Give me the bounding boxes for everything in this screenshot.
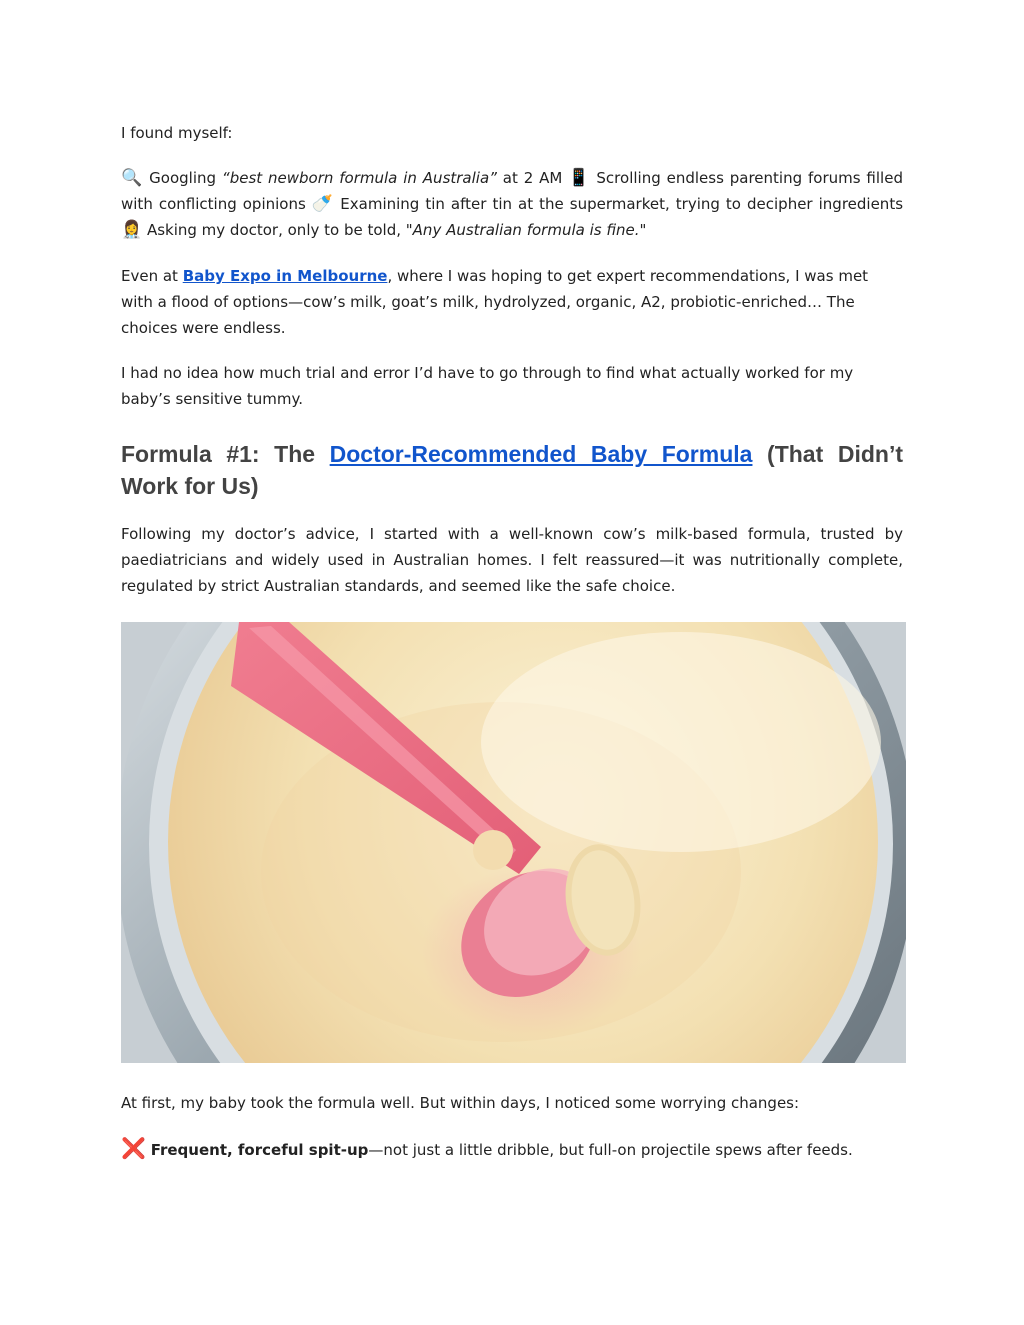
cross-mark-icon: ❌ xyxy=(121,1136,146,1160)
baby-expo-link[interactable]: Baby Expo in Melbourne xyxy=(182,267,388,285)
baby-bottle-icon: 🍼 xyxy=(311,194,335,214)
symptom-detail: —not just a little dribble, but full-on projectile spews after feeds. xyxy=(368,1141,853,1159)
symptom-item xyxy=(121,1135,903,1163)
asking-text: Asking my doctor, only to be told, xyxy=(142,221,406,239)
symptom-bold: Frequent, forceful spit-up xyxy=(150,1141,369,1159)
doctor-quote: Any Australian formula is fine. xyxy=(412,221,640,239)
search-icon: 🔍 xyxy=(121,168,144,188)
section-heading: Formula #1: The Doctor-Recommended Baby Formula (That Didn’t Work for Us) xyxy=(121,441,903,499)
googling-query: “best newborn formula in Australia” xyxy=(221,169,497,187)
search-list-paragraph: 🔍 Googling “best newborn formula in Australia” at 2 AM 📱 Scrolling endless parenting forums filled with conflicting opinions 🍼 Examining tin after tin at the supermarket, trying to decipher ingredients 👩‍⚕️ Asking my doctor, only to be told, "Any Australian formula is fine." xyxy=(121,168,904,240)
advice-paragraph: Following my doctor’s advice, I started with a well-known cow’s milk-based formula, trusted by paediatricians and widely used in Australian homes. I felt reassured—it was nutritionally complete, regulated by strict Australian standards, and seemed like the safe choice. xyxy=(121,525,903,595)
formula-tin-photo xyxy=(121,622,906,1063)
googling-time: at 2 AM xyxy=(496,169,569,187)
intro-text: I found myself: xyxy=(121,124,233,142)
scrolling-text: Scrolling endless parenting forums filled with conflicting opinions xyxy=(121,169,903,213)
expo-paragraph: Even at Baby Expo in Melbourne, where I was hoping to get expert recommendations, I was met with a flood of options—cow’s milk, goat’s milk, hydrolyzed, organic, A2, probiotic-enriched… The choices were endless. xyxy=(121,267,869,337)
phone-icon: 📱 xyxy=(568,168,591,188)
doctor-recommended-formula-link[interactable]: Doctor-Recommended Baby Formula xyxy=(329,441,753,467)
formula-scoop-illustration xyxy=(121,622,906,1063)
googling-text: Googling xyxy=(149,169,222,187)
doctor-icon: 👩‍⚕️ xyxy=(121,220,143,240)
after-photo-paragraph: At first, my baby took the formula well. But within days, I noticed some worrying changes: xyxy=(121,1094,800,1112)
trial-paragraph: I had no idea how much trial and error I’d have to go through to find what actually worked for my baby’s sensitive tummy. xyxy=(121,364,854,408)
examining-text: Examining tin after tin at the supermarket, trying to decipher ingredients xyxy=(334,195,904,213)
